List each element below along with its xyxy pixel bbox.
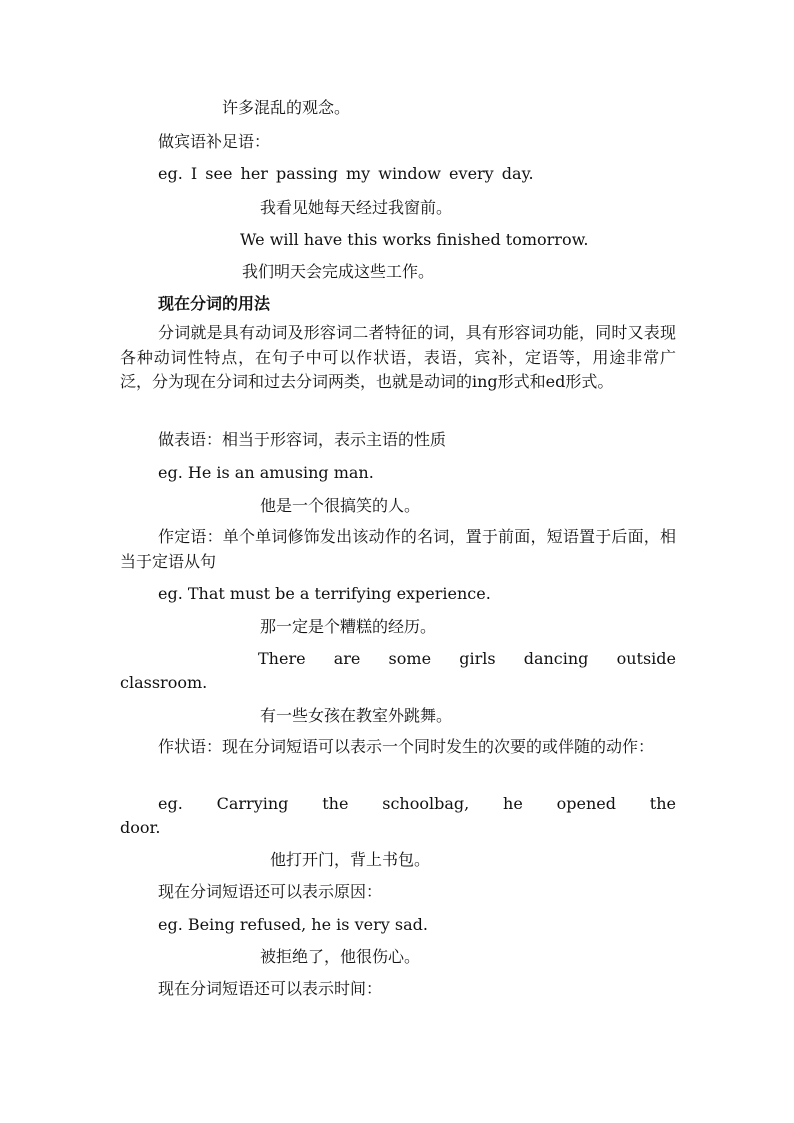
section-heading: 现在分词的用法 bbox=[158, 294, 271, 313]
body-paragraph: 作定语：单个单词修饰发出该动作的名词，置于前面，短语置于后面，相当于定语从句 bbox=[120, 527, 676, 571]
translation-line: 有一些女孩在教室外跳舞。 bbox=[260, 706, 453, 725]
translation-line: 被拒绝了，他很伤心。 bbox=[260, 947, 421, 966]
section-label: 做表语：相当于形容词，表示主语的性质 bbox=[158, 430, 447, 449]
translation-line: 那一定是个糟糕的经历。 bbox=[260, 617, 437, 636]
section-label: 做宾语补足语： bbox=[158, 132, 271, 151]
example-sentence: There are some girls dancing outside bbox=[258, 649, 676, 668]
section-label: 现在分词短语还可以表示时间： bbox=[158, 979, 383, 998]
example-sentence: eg. Being refused, he is very sad. bbox=[158, 915, 428, 934]
example-sentence: eg. He is an amusing man. bbox=[158, 463, 374, 482]
translation-line: 他打开门，背上书包。 bbox=[270, 850, 431, 869]
example-sentence-continued: classroom. bbox=[120, 673, 208, 692]
text-line: 许多混乱的观念。 bbox=[222, 98, 351, 117]
translation-line: 我看见她每天经过我窗前。 bbox=[260, 198, 453, 217]
section-label: 现在分词短语还可以表示原因： bbox=[158, 882, 383, 901]
example-sentence: We will have this works finished tomorrow. bbox=[240, 230, 589, 249]
example-sentence: eg. That must be a terrifying experience. bbox=[158, 584, 491, 603]
example-sentence: eg. I see her passing my window every day. bbox=[158, 164, 534, 183]
body-paragraph: 分词就是具有动词及形容词二者特征的词，具有形容词功能，同时又表现各种动词性特点，在句子中可以作状语，表语，宾补，定语等，用途非常广泛，分为现在分词和过去分词两类，也就是动词的ing形式和ed形式。 bbox=[120, 323, 676, 391]
translation-line: 我们明天会完成这些工作。 bbox=[242, 262, 435, 281]
example-sentence-continued: door. bbox=[120, 818, 161, 837]
body-paragraph: 作状语：现在分词短语可以表示一个同时发生的次要的或伴随的动作： bbox=[158, 737, 655, 756]
example-sentence: eg. Carrying the schoolbag, he opened the bbox=[158, 794, 676, 813]
translation-line: 他是一个很搞笑的人。 bbox=[260, 496, 421, 515]
